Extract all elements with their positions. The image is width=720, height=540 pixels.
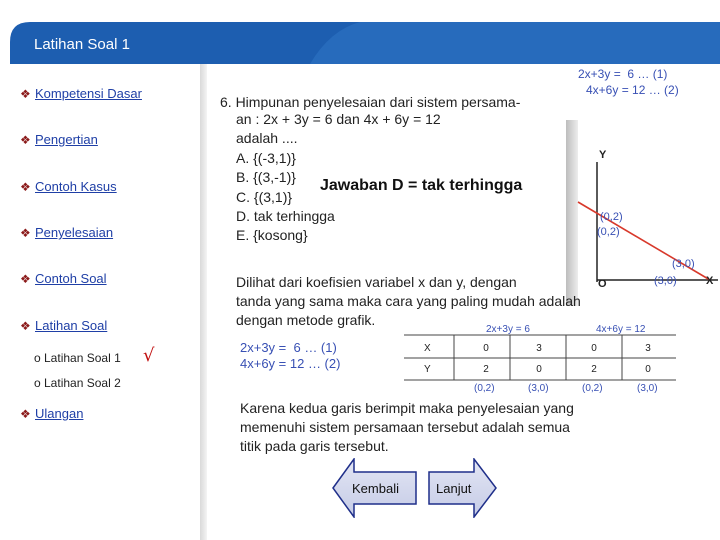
table-row-label-x: X <box>424 343 431 354</box>
table-point: (3,0) <box>637 383 658 394</box>
option-a: A. {(-3,1)} <box>236 150 296 166</box>
option-e: E. {kosong} <box>236 227 308 243</box>
conclusion-line: titik pada garis tersebut. <box>240 438 389 454</box>
sidebar-item-latihan-soal[interactable]: ❖ Latihan Soal <box>20 318 108 333</box>
diamond-bullet-icon: ❖ <box>20 132 31 147</box>
table-point: (0,2) <box>474 383 495 394</box>
page-title: Latihan Soal 1 <box>34 36 130 53</box>
diamond-bullet-icon: ❖ <box>20 318 31 333</box>
origin-label: O <box>598 278 607 290</box>
question-line: an : 2x + 3y = 6 dan 4x + 6y = 12 <box>236 111 441 127</box>
option-b: B. {(3,-1)} <box>236 169 296 185</box>
table-cell: 2 <box>483 364 489 375</box>
sidebar-item-kompetensi-dasar[interactable]: ❖ Kompetensi Dasar <box>20 86 142 101</box>
explanation-line: tanda yang sama maka cara yang paling mudah adalah <box>236 293 581 309</box>
checkmark-icon: √ <box>143 345 155 366</box>
sidebar-item-penyelesaian[interactable]: ❖ Penyelesaian <box>20 225 114 240</box>
sidebar-divider <box>200 64 207 540</box>
next-button-label[interactable]: Lanjut <box>436 481 472 496</box>
table-header-eq1: 2x+3y = 6 <box>486 324 530 335</box>
point-label-x-intercept: (3,0) <box>672 258 695 270</box>
answer-text: Jawaban D = tak terhingga <box>320 177 523 194</box>
table-point: (3,0) <box>528 383 549 394</box>
point-label-y-intercept: (0,2) <box>597 226 620 238</box>
question-line: 6. Himpunan penyelesaian dari sistem persama- <box>220 94 521 110</box>
x-axis-label: X <box>706 275 714 287</box>
equation-2-mid: 4x+6y = 12 … (2) <box>240 356 341 371</box>
point-label-y-intercept: (0,2) <box>600 211 623 223</box>
back-button[interactable] <box>332 458 418 518</box>
table-cell: 0 <box>645 364 651 375</box>
option-c: C. {(3,1)} <box>236 189 293 205</box>
table-cell: 3 <box>536 343 542 354</box>
table-cell: 0 <box>483 343 489 354</box>
explanation-line: dengan metode grafik. <box>236 312 376 328</box>
table-point: (0,2) <box>582 383 603 394</box>
equation-1-top: 2x+3y = 6 … (1) <box>578 67 668 81</box>
header-curve <box>0 0 720 70</box>
explanation-line: Dilihat dari koefisien variabel x dan y, dengan <box>236 274 517 290</box>
sidebar-subitem-latihan-soal-2[interactable]: o Latihan Soal 2 <box>34 376 121 390</box>
table-cell: 0 <box>536 364 542 375</box>
sidebar-item-contoh-soal[interactable]: ❖ Contoh Soal <box>20 271 107 286</box>
table-cell: 2 <box>591 364 597 375</box>
back-button-label[interactable]: Kembali <box>352 481 399 496</box>
graph-lines <box>560 140 720 290</box>
equation-1-mid: 2x+3y = 6 … (1) <box>240 340 337 355</box>
y-axis-label: Y <box>599 149 607 161</box>
sidebar-subitem-latihan-soal-1[interactable]: o Latihan Soal 1 <box>34 351 121 365</box>
diamond-bullet-icon: ❖ <box>20 406 31 421</box>
sidebar-item-contoh-kasus[interactable]: ❖ Contoh Kasus <box>20 179 117 194</box>
point-label-x-intercept: (3,0) <box>654 275 677 287</box>
table-header-eq2: 4x+6y = 12 <box>596 324 646 335</box>
question-line: adalah .... <box>236 130 298 146</box>
conclusion-line: memenuhi sistem persamaan tersebut adalah semua <box>240 419 570 435</box>
next-button[interactable] <box>428 458 514 518</box>
table-cell: 3 <box>645 343 651 354</box>
conclusion-line: Karena kedua garis berimpit maka penyelesaian yang <box>240 400 574 416</box>
option-d: D. tak terhingga <box>236 208 335 224</box>
diamond-bullet-icon: ❖ <box>20 225 31 240</box>
diamond-bullet-icon: ❖ <box>20 179 31 194</box>
table-cell: 0 <box>591 343 597 354</box>
sidebar-item-ulangan[interactable]: ❖ Ulangan <box>20 406 84 421</box>
sidebar-item-pengertian[interactable]: ❖ Pengertian <box>20 132 98 147</box>
diamond-bullet-icon: ❖ <box>20 86 31 101</box>
table-row-label-y: Y <box>424 364 431 375</box>
equation-2-top: 4x+6y = 12 … (2) <box>586 83 679 97</box>
diamond-bullet-icon: ❖ <box>20 271 31 286</box>
